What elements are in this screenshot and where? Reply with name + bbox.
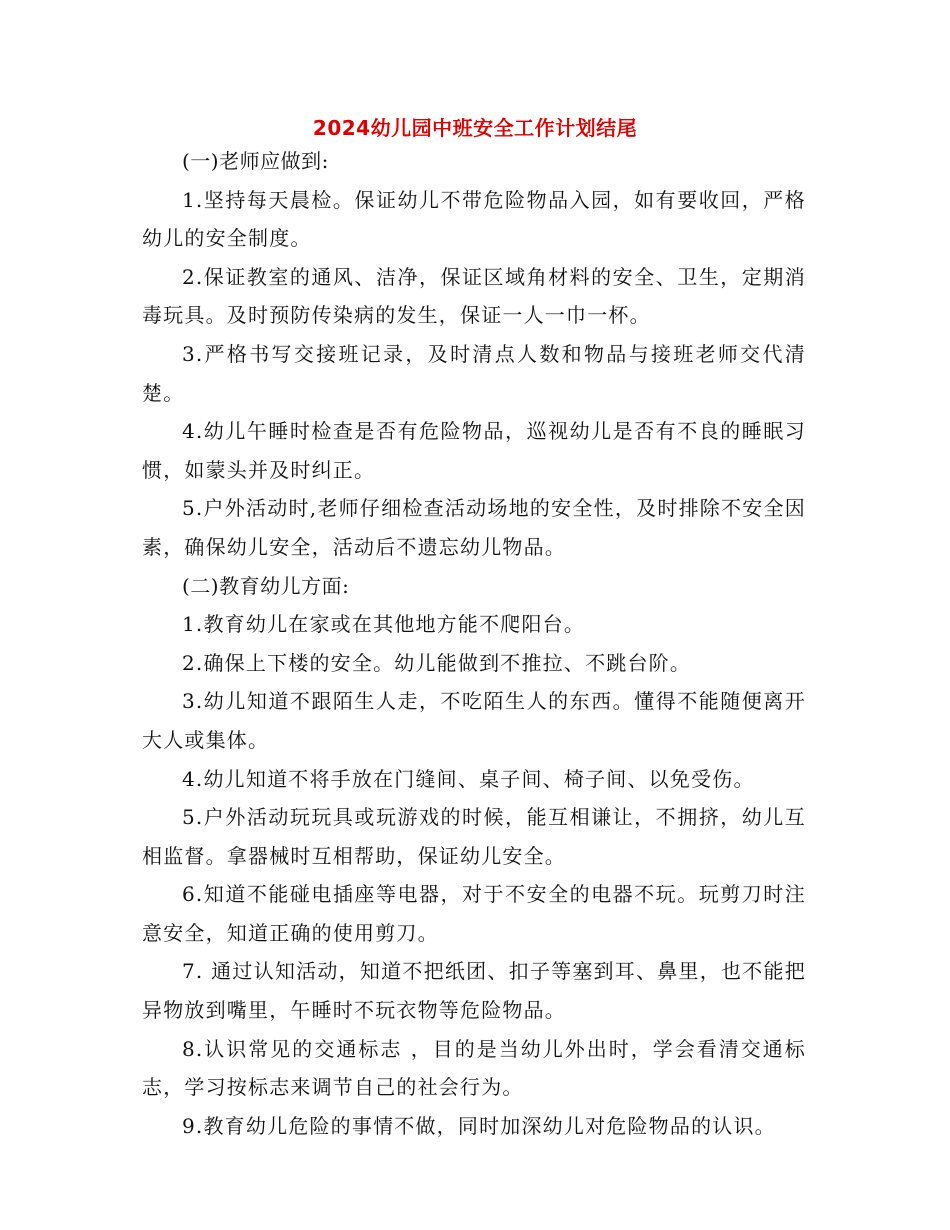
section-heading-children: (二)教育幼儿方面: [182,573,350,598]
paragraph: 8.认识常见的交通标志 ，目的是当幼儿外出时，学会看清交通标志，学习按标志来调节自己的社会行为。 [142,1036,806,1100]
paragraph: 2.保证教室的通风、洁净，保证区域角材料的安全、卫生，定期消毒玩具。及时预防传染病的发生，保证一人一巾一杯。 [142,264,806,328]
document-body [142,142,806,1145]
paragraph: 6.知道不能碰电插座等电器，对于不安全的电器不玩。玩剪刀时注意安全，知道正确的使用剪刀。 [142,882,806,945]
paragraph: 9.教育幼儿危险的事情不做，同时加深幼儿对危险物品的认识。 [182,1113,776,1138]
paragraph: 4.幼儿知道不将手放在门缝间、桌子间、椅子间、以免受伤。 [182,766,755,791]
paragraph: 4.幼儿午睡时检查是否有危险物品，巡视幼儿是否有不良的睡眠习惯，如蒙头并及时纠正。 [142,419,806,482]
paragraph: 3.幼儿知道不跟陌生人走，不吃陌生人的东西。懂得不能随便离开大人或集体。 [142,689,806,752]
paragraph: 5.户外活动玩玩具或玩游戏的时候，能互相谦让，不拥挤，幼儿互相监督。拿器械时互相帮助，保证幼儿安全。 [142,805,806,868]
paragraph: 5.户外活动时,老师仔细检查活动场地的安全性，及时排除不安全因素，确保幼儿安全，活动后不遗忘幼儿物品。 [142,496,806,559]
paragraph: 1.教育幼儿在家或在其他地方能不爬阳台。 [182,612,586,637]
paragraph: 1.坚持每天晨检。保证幼儿不带危险物品入园，如有要收回，严格幼儿的安全制度。 [142,187,806,251]
paragraph: 7. 通过认知活动，知道不把纸团、扣子等塞到耳、鼻里，也不能把异物放到嘴里，午睡时不玩衣物等危险物品。 [142,959,806,1023]
document-title: 2024幼儿园中班安全工作计划结尾 [312,116,638,140]
paragraph: 3.严格书写交接班记录，及时清点人数和物品与接班老师交代清楚。 [142,341,806,405]
paragraph: 2.确保上下楼的安全。幼儿能做到不推拉、不跳台阶。 [182,650,692,675]
section-heading-teachers: (一)老师应做到: [182,149,329,173]
